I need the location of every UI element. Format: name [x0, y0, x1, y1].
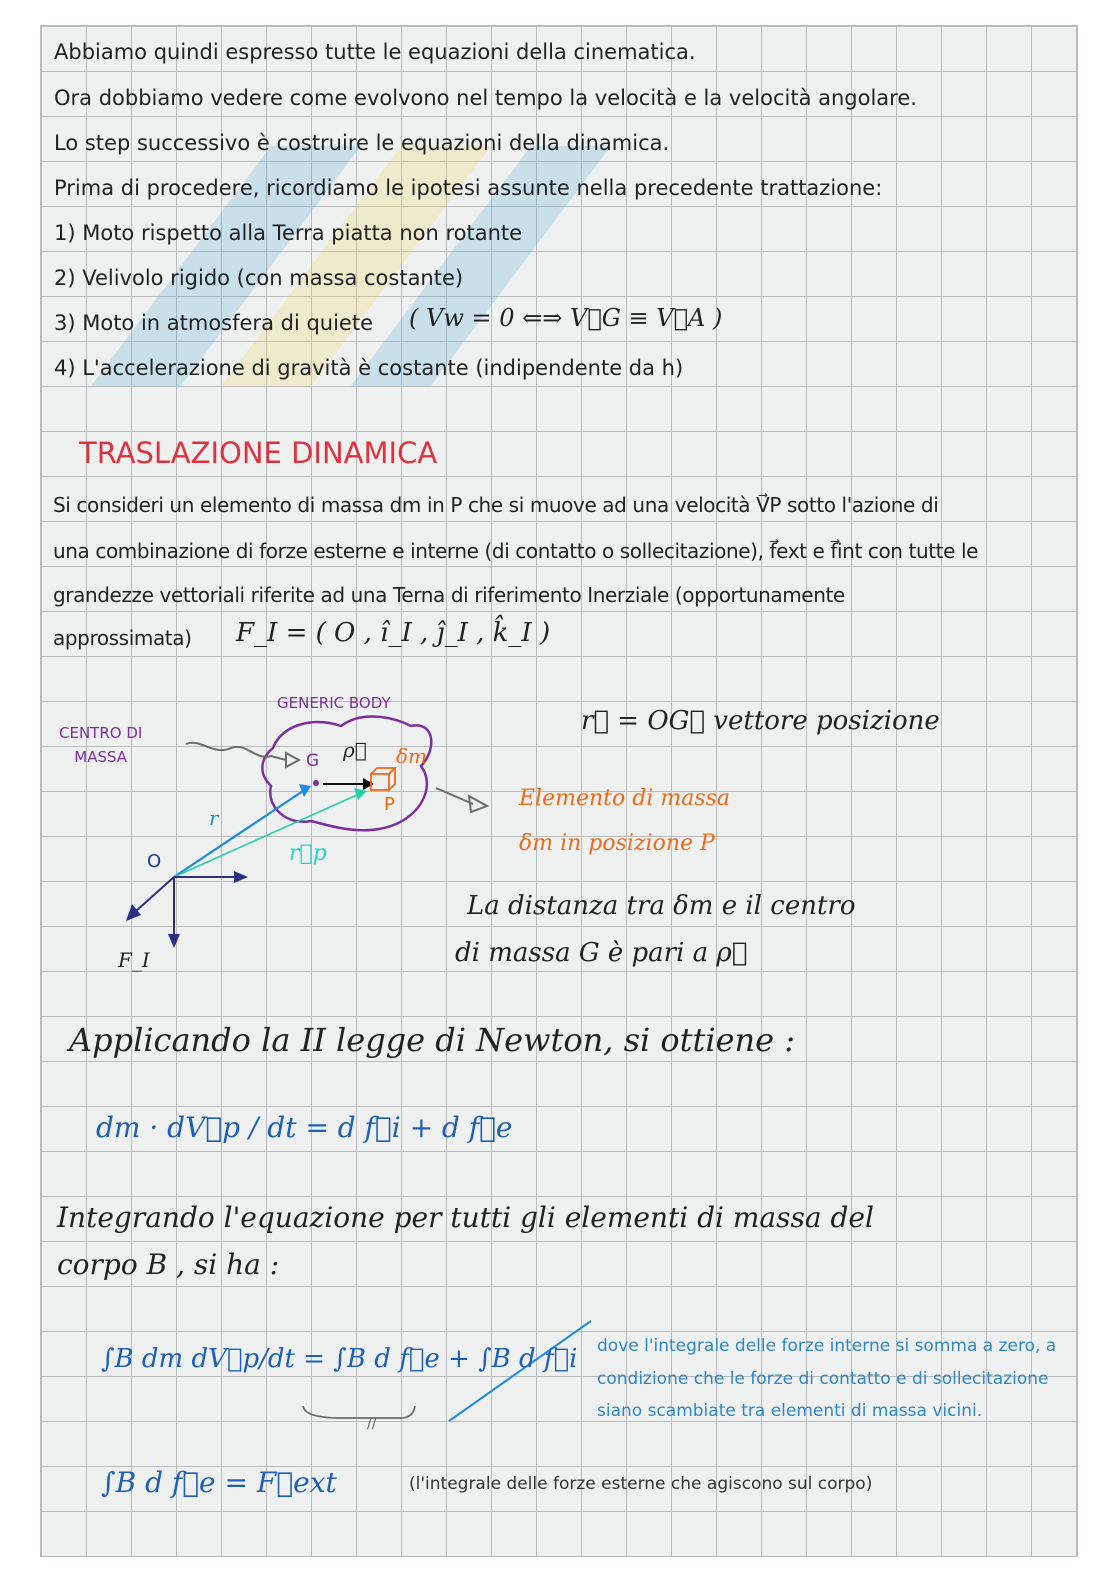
internal-forces-note: siano scambiate tra elementi di massa vicini. [597, 1401, 983, 1421]
internal-forces-note: condizione che le forze di contatto e di sollecitazione [597, 1369, 1049, 1389]
external-forces-note: (l'integrale delle forze esterne che agiscono sul corpo) [409, 1474, 873, 1494]
underbrace [303, 1406, 415, 1418]
mass-element-note: Elemento di massa [519, 786, 731, 811]
hypothesis-item: 2) Velivolo rigido (con massa costante) [54, 266, 464, 290]
rp-label: r⃗p [289, 841, 327, 866]
hypothesis-item: 1) Moto rispetto alla Terra piatta non rotante [54, 221, 523, 245]
frame-y-axis [136, 877, 174, 911]
equation-integral: ∫B dm dV⃗p/dt = ∫B d f⃗e + ∫B d f⃗i [101, 1344, 578, 1374]
intro-line: Ora dobbiamo vedere come evolvono nel tempo la velocità e la velocità angolare. [54, 86, 917, 110]
dm-label: δm [396, 744, 428, 768]
paragraph-line: grandezze vettoriali riferite ad una Terna di riferimento Inerziale (opportunamente [53, 583, 845, 607]
rp-vector [174, 794, 359, 877]
center-of-mass-point [313, 780, 319, 786]
label-line: CENTRO DI [59, 724, 143, 742]
intro-line: Prima di procedere, ricordiamo le ipotesi assunte nella precedente trattazione: [54, 176, 883, 200]
label-line: MASSA [74, 748, 128, 766]
origin-label: O [147, 851, 162, 872]
paragraph-line: una combinazione di forze esterne e interne (di contatto o sollecitazione), f⃗ext e f⃗int con tutte le [53, 539, 979, 563]
hypothesis-item: 3) Moto in atmosfera di quiete [54, 311, 373, 335]
underbrace-mark: // [367, 1416, 377, 1432]
distance-note: di massa G è pari a ρ⃗ [455, 938, 748, 968]
g-label: G [306, 751, 320, 771]
intro-line: Abbiamo quindi espresso tutte le equazioni della cinematica. [54, 40, 696, 64]
rho-label: ρ⃗ [343, 738, 367, 762]
paragraph-line: approssimata) [53, 626, 192, 650]
newton-line: Applicando la II legge di Newton, si ottiene : [69, 1021, 796, 1059]
paragraph-line: Si consideri un elemento di massa dm in P che si muove ad una velocità V⃗P sotto l'azione di [53, 493, 939, 517]
equation-external-force: ∫B d f⃗e = F⃗ext [101, 1466, 337, 1499]
mass-element-note: δm in posizione P [519, 831, 715, 856]
section-title: TRASLAZIONE DINAMICA [79, 436, 438, 470]
r-vector [174, 791, 303, 877]
p-label: P [384, 794, 395, 815]
integrating-line: corpo B , si ha : [57, 1248, 280, 1281]
mass-element-cube [371, 774, 389, 790]
equation-newton: dm · dV⃗p / dt = d f⃗i + d f⃗e [96, 1111, 513, 1144]
distance-note: La distanza tra δm e il centro [467, 891, 856, 921]
generic-body-outline [262, 717, 431, 831]
hypothesis-item: 4) L'accelerazione di gravità è costante (indipendente da h) [54, 356, 684, 380]
frame-label: F_I [118, 948, 150, 972]
integrating-line: Integrando l'equazione per tutti gli elementi di massa del [57, 1201, 874, 1234]
mass-element-pointer [436, 788, 473, 804]
center-of-mass-label [59, 721, 142, 769]
hypothesis-formula: ( Vw = 0 ⇐⇒ V⃗G ≡ V⃗A ) [409, 304, 723, 332]
generic-body-label: GENERIC BODY [277, 694, 391, 712]
intro-line: Lo step successivo è costruire le equazioni della dinamica. [54, 131, 670, 155]
r-label: r [209, 806, 219, 830]
notebook-page [40, 25, 1078, 1557]
position-vector-note: r⃗ = OG⃗ vettore posizione [581, 706, 940, 736]
internal-forces-note: dove l'integrale delle forze interne si somma a zero, a [597, 1336, 1057, 1356]
frame-formula: F_I = ( O , î_I , ĵ_I , k̂_I ) [236, 618, 551, 648]
